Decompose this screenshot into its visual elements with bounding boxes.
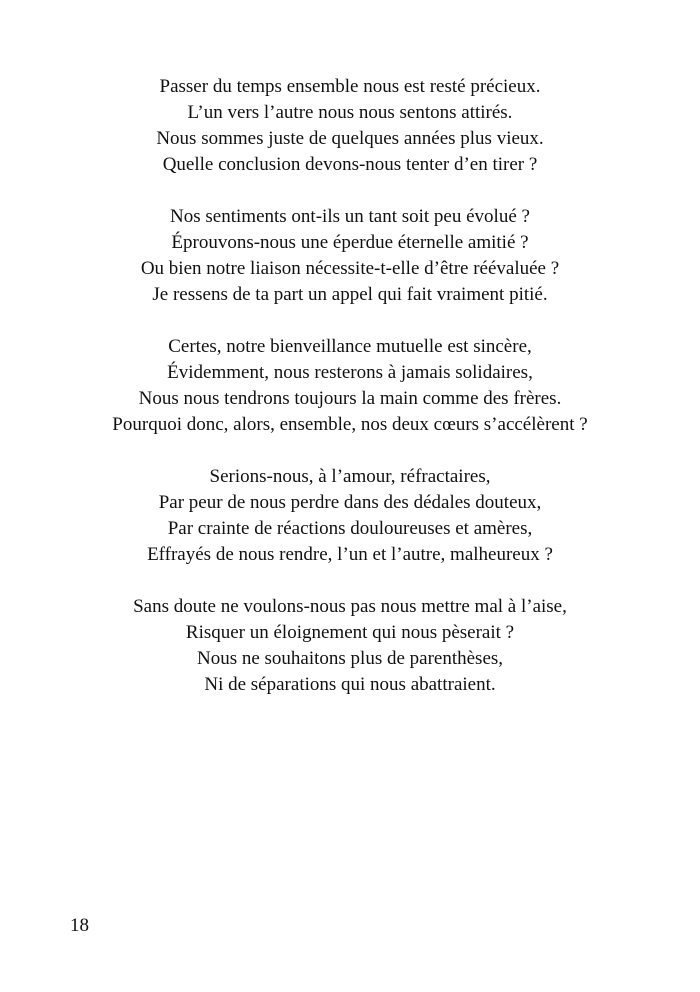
poem-line: Quelle conclusion devons-nous tenter d’en tirer ? xyxy=(162,154,538,175)
stanza-5 xyxy=(0,594,700,698)
poem-line: Par crainte de réactions douloureuses et amères, xyxy=(167,518,533,539)
poem-line: Pourquoi donc, alors, ensemble, nos deux cœurs s’accélèrent ? xyxy=(112,414,588,435)
poem-line: L’un vers l’autre nous nous sentons attirés. xyxy=(187,102,513,123)
poem-line: Effrayés de nous rendre, l’un et l’autre, malheureux ? xyxy=(147,544,553,565)
stanza-1 xyxy=(0,74,700,178)
poem-line: Par peur de nous perdre dans des dédales douteux, xyxy=(158,492,542,513)
poem-line: Ou bien notre liaison nécessite-t-elle d’être réévaluée ? xyxy=(140,258,560,279)
stanza-4 xyxy=(0,464,700,568)
poem-line: Nous sommes juste de quelques années plus vieux. xyxy=(156,128,544,149)
poem-line: Éprouvons-nous une éperdue éternelle amitié ? xyxy=(171,232,529,253)
poem xyxy=(0,74,700,724)
stanza-2 xyxy=(0,204,700,308)
poem-line: Passer du temps ensemble nous est resté précieux. xyxy=(159,76,541,97)
poem-line: Certes, notre bienveillance mutuelle est sincère, xyxy=(168,336,532,357)
page-number: 18 xyxy=(70,915,89,936)
poem-line: Évidemment, nous resterons à jamais solidaires, xyxy=(167,362,533,383)
poem-line: Nous ne souhaitons plus de parenthèses, xyxy=(196,648,504,669)
poem-line: Sans doute ne voulons-nous pas nous mettre mal à l’aise, xyxy=(133,596,567,617)
poem-line: Nous nous tendrons toujours la main comme des frères. xyxy=(138,388,562,409)
poem-line: Nos sentiments ont-ils un tant soit peu évolué ? xyxy=(170,206,530,227)
poem-line: Je ressens de ta part un appel qui fait vraiment pitié. xyxy=(152,284,548,305)
poem-line: Risquer un éloignement qui nous pèserait ? xyxy=(185,622,515,643)
stanza-3 xyxy=(0,334,700,438)
poem-line: Ni de séparations qui nous abattraient. xyxy=(204,674,496,695)
poem-line: Serions-nous, à l’amour, réfractaires, xyxy=(209,466,491,487)
